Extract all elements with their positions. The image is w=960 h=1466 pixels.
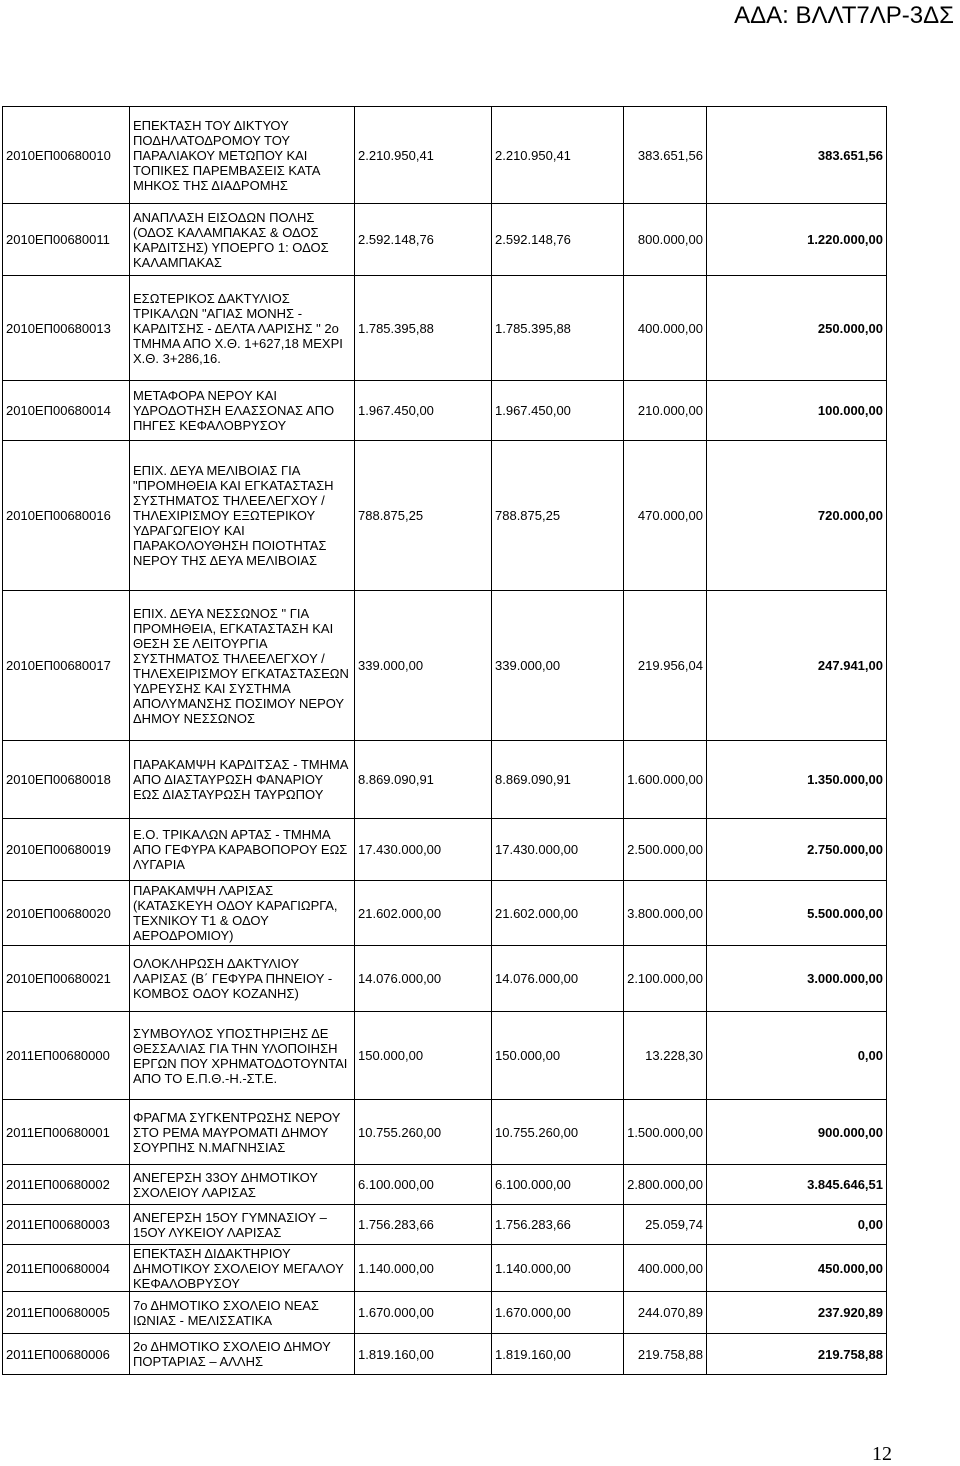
table-row <box>3 1165 887 1205</box>
eligible-value: 150.000,00 <box>492 1012 624 1100</box>
project-description: ΕΣΩΤΕΡΙΚΟΣ ΔΑΚΤΥΛΙΟΣ ΤΡΙΚΑΛΩΝ "ΑΓΙΑΣ ΜΟΝΗΣ - ΚΑΡΔΙΤΣΗΣ - ΔΕΛΤΑ ΛΑΡΙΣΗΣ " 2ο ΤΜΗΜΑ ΑΠΟ Χ.Θ. 1+627,18 ΜΕΧΡΙ Χ.Θ. 3+286,16. <box>130 276 355 381</box>
budget-value: 6.100.000,00 <box>355 1165 492 1205</box>
table-row <box>3 276 887 381</box>
projects-table <box>2 106 887 1375</box>
table-row <box>3 1100 887 1165</box>
table-row <box>3 741 887 819</box>
budget-value: 150.000,00 <box>355 1012 492 1100</box>
payment-value: 250.000,00 <box>707 276 887 381</box>
budget-value: 788.875,25 <box>355 441 492 591</box>
allocation-value: 400.000,00 <box>624 1245 707 1292</box>
payment-value: 3.845.646,51 <box>707 1165 887 1205</box>
payment-value: 247.941,00 <box>707 591 887 741</box>
project-description: 2ο ΔΗΜΟΤΙΚΟ ΣΧΟΛΕΙΟ ΔΗΜΟΥ ΠΟΡΤΑΡΙΑΣ – ΑΛΛΗΣ <box>130 1334 355 1375</box>
eligible-value: 339.000,00 <box>492 591 624 741</box>
budget-value: 1.756.283,66 <box>355 1205 492 1245</box>
project-code: 2011ΕΠ00680002 <box>3 1165 130 1205</box>
project-code: 2010ΕΠ00680018 <box>3 741 130 819</box>
eligible-value: 1.140.000,00 <box>492 1245 624 1292</box>
project-description: 7ο ΔΗΜΟΤΙΚΟ ΣΧΟΛΕΙΟ ΝΕΑΣ ΙΩΝΙΑΣ - ΜΕΛΙΣΣΑΤΙΚΑ <box>130 1292 355 1334</box>
project-description: ΠΑΡΑΚΑΜΨΗ ΚΑΡΔΙΤΣΑΣ - ΤΜΗΜΑ ΑΠΟ ΔΙΑΣΤΑΥΡΩΣΗ ΦΑΝΑΡΙΟΥ ΕΩΣ ΔΙΑΣΤΑΥΡΩΣΗ ΤΑΥΡΩΠΟΥ <box>130 741 355 819</box>
table-row <box>3 946 887 1012</box>
eligible-value: 6.100.000,00 <box>492 1165 624 1205</box>
table-row <box>3 819 887 881</box>
payment-value: 237.920,89 <box>707 1292 887 1334</box>
payment-value: 720.000,00 <box>707 441 887 591</box>
eligible-value: 788.875,25 <box>492 441 624 591</box>
payment-value: 1.220.000,00 <box>707 204 887 276</box>
eligible-value: 8.869.090,91 <box>492 741 624 819</box>
eligible-value: 17.430.000,00 <box>492 819 624 881</box>
allocation-value: 3.800.000,00 <box>624 881 707 946</box>
project-description: ΕΠΕΚΤΑΣΗ ΔΙΔΑΚΤΗΡΙΟΥ ΔΗΜΟΤΙΚΟΥ ΣΧΟΛΕΙΟΥ ΜΕΓΑΛΟΥ ΚΕΦΑΛΟΒΡΥΣΟΥ <box>130 1245 355 1292</box>
eligible-value: 1.785.395,88 <box>492 276 624 381</box>
allocation-value: 1.500.000,00 <box>624 1100 707 1165</box>
allocation-value: 25.059,74 <box>624 1205 707 1245</box>
payment-value: 219.758,88 <box>707 1334 887 1375</box>
project-code: 2010ΕΠ00680019 <box>3 819 130 881</box>
allocation-value: 2.500.000,00 <box>624 819 707 881</box>
table-row <box>3 591 887 741</box>
allocation-value: 400.000,00 <box>624 276 707 381</box>
project-code: 2011ΕΠ00680000 <box>3 1012 130 1100</box>
ada-identifier: ΑΔΑ: ΒΛΛΤ7ΛΡ-3ΔΣ <box>734 2 954 29</box>
project-description: ΣΥΜΒΟΥΛΟΣ ΥΠΟΣΤΗΡΙΞΗΣ ΔΕ ΘΕΣΣΑΛΙΑΣ ΓΙΑ ΤΗΝ ΥΛΟΠΟΙΗΣΗ ΕΡΓΩΝ ΠΟΥ ΧΡΗΜΑΤΟΔΟΤΟΥΝΤΑΙ ΑΠΟ ΤΟ Ε.Π.Θ.-Η.-ΣΤ.Ε. <box>130 1012 355 1100</box>
budget-value: 2.210.950,41 <box>355 107 492 204</box>
payment-value: 383.651,56 <box>707 107 887 204</box>
allocation-value: 2.800.000,00 <box>624 1165 707 1205</box>
budget-value: 1.967.450,00 <box>355 381 492 441</box>
eligible-value: 1.967.450,00 <box>492 381 624 441</box>
budget-value: 14.076.000,00 <box>355 946 492 1012</box>
project-description: ΠΑΡΑΚΑΜΨΗ ΛΑΡΙΣΑΣ (ΚΑΤΑΣΚΕΥΗ ΟΔΟΥ ΚΑΡΑΓΙΩΡΓΑ, ΤΕΧΝΙΚΟΥ Τ1 & ΟΔΟΥ ΑΕΡΟΔΡΟΜΙΟΥ) <box>130 881 355 946</box>
table-row <box>3 441 887 591</box>
payment-value: 450.000,00 <box>707 1245 887 1292</box>
project-code: 2011ΕΠ00680006 <box>3 1334 130 1375</box>
allocation-value: 470.000,00 <box>624 441 707 591</box>
allocation-value: 219.758,88 <box>624 1334 707 1375</box>
page-number: 12 <box>872 1443 892 1465</box>
project-code: 2010ΕΠ00680017 <box>3 591 130 741</box>
eligible-value: 2.592.148,76 <box>492 204 624 276</box>
allocation-value: 2.100.000,00 <box>624 946 707 1012</box>
allocation-value: 219.956,04 <box>624 591 707 741</box>
table-row <box>3 1205 887 1245</box>
budget-value: 17.430.000,00 <box>355 819 492 881</box>
budget-value: 2.592.148,76 <box>355 204 492 276</box>
eligible-value: 2.210.950,41 <box>492 107 624 204</box>
table-row <box>3 1292 887 1334</box>
budget-value: 1.819.160,00 <box>355 1334 492 1375</box>
allocation-value: 800.000,00 <box>624 204 707 276</box>
project-code: 2011ΕΠ00680001 <box>3 1100 130 1165</box>
budget-value: 10.755.260,00 <box>355 1100 492 1165</box>
payment-value: 1.350.000,00 <box>707 741 887 819</box>
eligible-value: 21.602.000,00 <box>492 881 624 946</box>
project-code: 2011ΕΠ00680005 <box>3 1292 130 1334</box>
eligible-value: 10.755.260,00 <box>492 1100 624 1165</box>
project-description: ΑΝΕΓΕΡΣΗ 33ΟΥ ΔΗΜΟΤΙΚΟΥ ΣΧΟΛΕΙΟΥ ΛΑΡΙΣΑΣ <box>130 1165 355 1205</box>
table-row <box>3 381 887 441</box>
project-description: ΕΠΙΧ. ΔΕΥΑ ΜΕΛΙΒΟΙΑΣ ΓΙΑ "ΠΡΟΜΗΘΕΙΑ ΚΑΙ ΕΓΚΑΤΑΣΤΑΣΗ ΣΥΣΤΗΜΑΤΟΣ ΤΗΛΕΕΛΕΓΧΟΥ /ΤΗΛΕΧΙΡΙΣΜΟΥ ΕΞΩΤΕΡΙΚΟΥ ΥΔΡΑΓΩΓΕΙΟΥ ΚΑΙ ΠΑΡΑΚΟΛΟΥΘΗΣΗ ΠΟΙΟΤΗΤΑΣ ΝΕΡΟΥ ΤΗΣ ΔΕΥΑ ΜΕΛΙΒΟΙΑΣ <box>130 441 355 591</box>
allocation-value: 210.000,00 <box>624 381 707 441</box>
payment-value: 100.000,00 <box>707 381 887 441</box>
project-code: 2010ΕΠ00680016 <box>3 441 130 591</box>
project-description: ΕΠΕΚΤΑΣΗ ΤΟΥ ΔΙΚΤΥΟΥ ΠΟΔΗΛΑΤΟΔΡΟΜΟΥ ΤΟΥ ΠΑΡΑΛΙΑΚΟΥ ΜΕΤΩΠΟΥ ΚΑΙ ΤΟΠΙΚΕΣ ΠΑΡΕΜΒΑΣΕΙΣ ΚΑΤΑ ΜΗΚΟΣ ΤΗΣ ΔΙΑΔΡΟΜΗΣ <box>130 107 355 204</box>
project-code: 2011ΕΠ00680004 <box>3 1245 130 1292</box>
payment-value: 3.000.000,00 <box>707 946 887 1012</box>
project-description: Ε.Ο. ΤΡΙΚΑΛΩΝ ΑΡΤΑΣ - ΤΜΗΜΑ ΑΠΟ ΓΕΦΥΡΑ ΚΑΡΑΒΟΠΟΡΟΥ ΕΩΣ ΛΥΓΑΡΙΑ <box>130 819 355 881</box>
budget-value: 1.140.000,00 <box>355 1245 492 1292</box>
project-code: 2010ΕΠ00680020 <box>3 881 130 946</box>
budget-value: 21.602.000,00 <box>355 881 492 946</box>
project-description: ΑΝΑΠΛΑΣΗ ΕΙΣΟΔΩΝ ΠΟΛΗΣ (ΟΔΟΣ ΚΑΛΑΜΠΑΚΑΣ & ΟΔΟΣ ΚΑΡΔΙΤΣΗΣ) ΥΠΟΕΡΓΟ 1: ΟΔΟΣ ΚΑΛΑΜΠΑΚΑΣ <box>130 204 355 276</box>
budget-value: 1.785.395,88 <box>355 276 492 381</box>
table-row <box>3 1245 887 1292</box>
table-row <box>3 881 887 946</box>
allocation-value: 13.228,30 <box>624 1012 707 1100</box>
payment-value: 0,00 <box>707 1205 887 1245</box>
budget-value: 339.000,00 <box>355 591 492 741</box>
eligible-value: 1.819.160,00 <box>492 1334 624 1375</box>
project-code: 2010ΕΠ00680011 <box>3 204 130 276</box>
table-row <box>3 1334 887 1375</box>
eligible-value: 1.670.000,00 <box>492 1292 624 1334</box>
payment-value: 900.000,00 <box>707 1100 887 1165</box>
project-description: ΑΝΕΓΕΡΣΗ 15ΟΥ ΓΥΜΝΑΣΙΟΥ – 15ΟΥ ΛΥΚΕΙΟΥ ΛΑΡΙΣΑΣ <box>130 1205 355 1245</box>
project-description: ΟΛΟΚΛΗΡΩΣΗ ΔΑΚΤΥΛΙΟΥ ΛΑΡΙΣΑΣ (Β΄ ΓΕΦΥΡΑ ΠΗΝΕΙΟΥ - ΚΟΜΒΟΣ ΟΔΟΥ ΚΟΖΑΝΗΣ) <box>130 946 355 1012</box>
allocation-value: 1.600.000,00 <box>624 741 707 819</box>
project-description: ΦΡΑΓΜΑ ΣΥΓΚΕΝΤΡΩΣΗΣ ΝΕΡΟΥ ΣΤΟ ΡΕΜΑ ΜΑΥΡΟΜΑΤΙ ΔΗΜΟΥ ΣΟΥΡΠΗΣ Ν.ΜΑΓΝΗΣΙΑΣ <box>130 1100 355 1165</box>
payment-value: 5.500.000,00 <box>707 881 887 946</box>
eligible-value: 1.756.283,66 <box>492 1205 624 1245</box>
table-row <box>3 204 887 276</box>
project-code: 2010ΕΠ00680013 <box>3 276 130 381</box>
budget-value: 8.869.090,91 <box>355 741 492 819</box>
project-code: 2010ΕΠ00680014 <box>3 381 130 441</box>
table-row <box>3 1012 887 1100</box>
project-description: ΕΠΙΧ. ΔΕΥΑ ΝΕΣΣΩΝΟΣ " ΓΙΑ ΠΡΟΜΗΘΕΙΑ, ΕΓΚΑΤΑΣΤΑΣΗ ΚΑΙ ΘΕΣΗ ΣΕ ΛΕΙΤΟΥΡΓΙΑ ΣΥΣΤΗΜΑΤΟΣ ΤΗΛΕΕΛΕΓΧΟΥ / ΤΗΛΕΧΕΙΡΙΣΜΟΥ ΕΓΚΑΤΑΣΤΑΣΕΩΝ ΥΔΡΕΥΣΗΣ ΚΑΙ ΣΥΣΤΗΜΑ ΑΠΟΛΥΜΑΝΣΗΣ ΠΟΣΙΜΟΥ ΝΕΡΟΥ ΔΗΜΟΥ ΝΕΣΣΩΝΟΣ <box>130 591 355 741</box>
project-code: 2010ΕΠ00680010 <box>3 107 130 204</box>
eligible-value: 14.076.000,00 <box>492 946 624 1012</box>
payment-value: 0,00 <box>707 1012 887 1100</box>
allocation-value: 383.651,56 <box>624 107 707 204</box>
table-row <box>3 107 887 204</box>
payment-value: 2.750.000,00 <box>707 819 887 881</box>
project-code: 2011ΕΠ00680003 <box>3 1205 130 1245</box>
allocation-value: 244.070,89 <box>624 1292 707 1334</box>
project-description: ΜΕΤΑΦΟΡΑ ΝΕΡΟΥ ΚΑΙ ΥΔΡΟΔΟΤΗΣΗ ΕΛΑΣΣΟΝΑΣ ΑΠΟ ΠΗΓΕΣ ΚΕΦΑΛΟΒΡΥΣΟΥ <box>130 381 355 441</box>
project-code: 2010ΕΠ00680021 <box>3 946 130 1012</box>
budget-value: 1.670.000,00 <box>355 1292 492 1334</box>
